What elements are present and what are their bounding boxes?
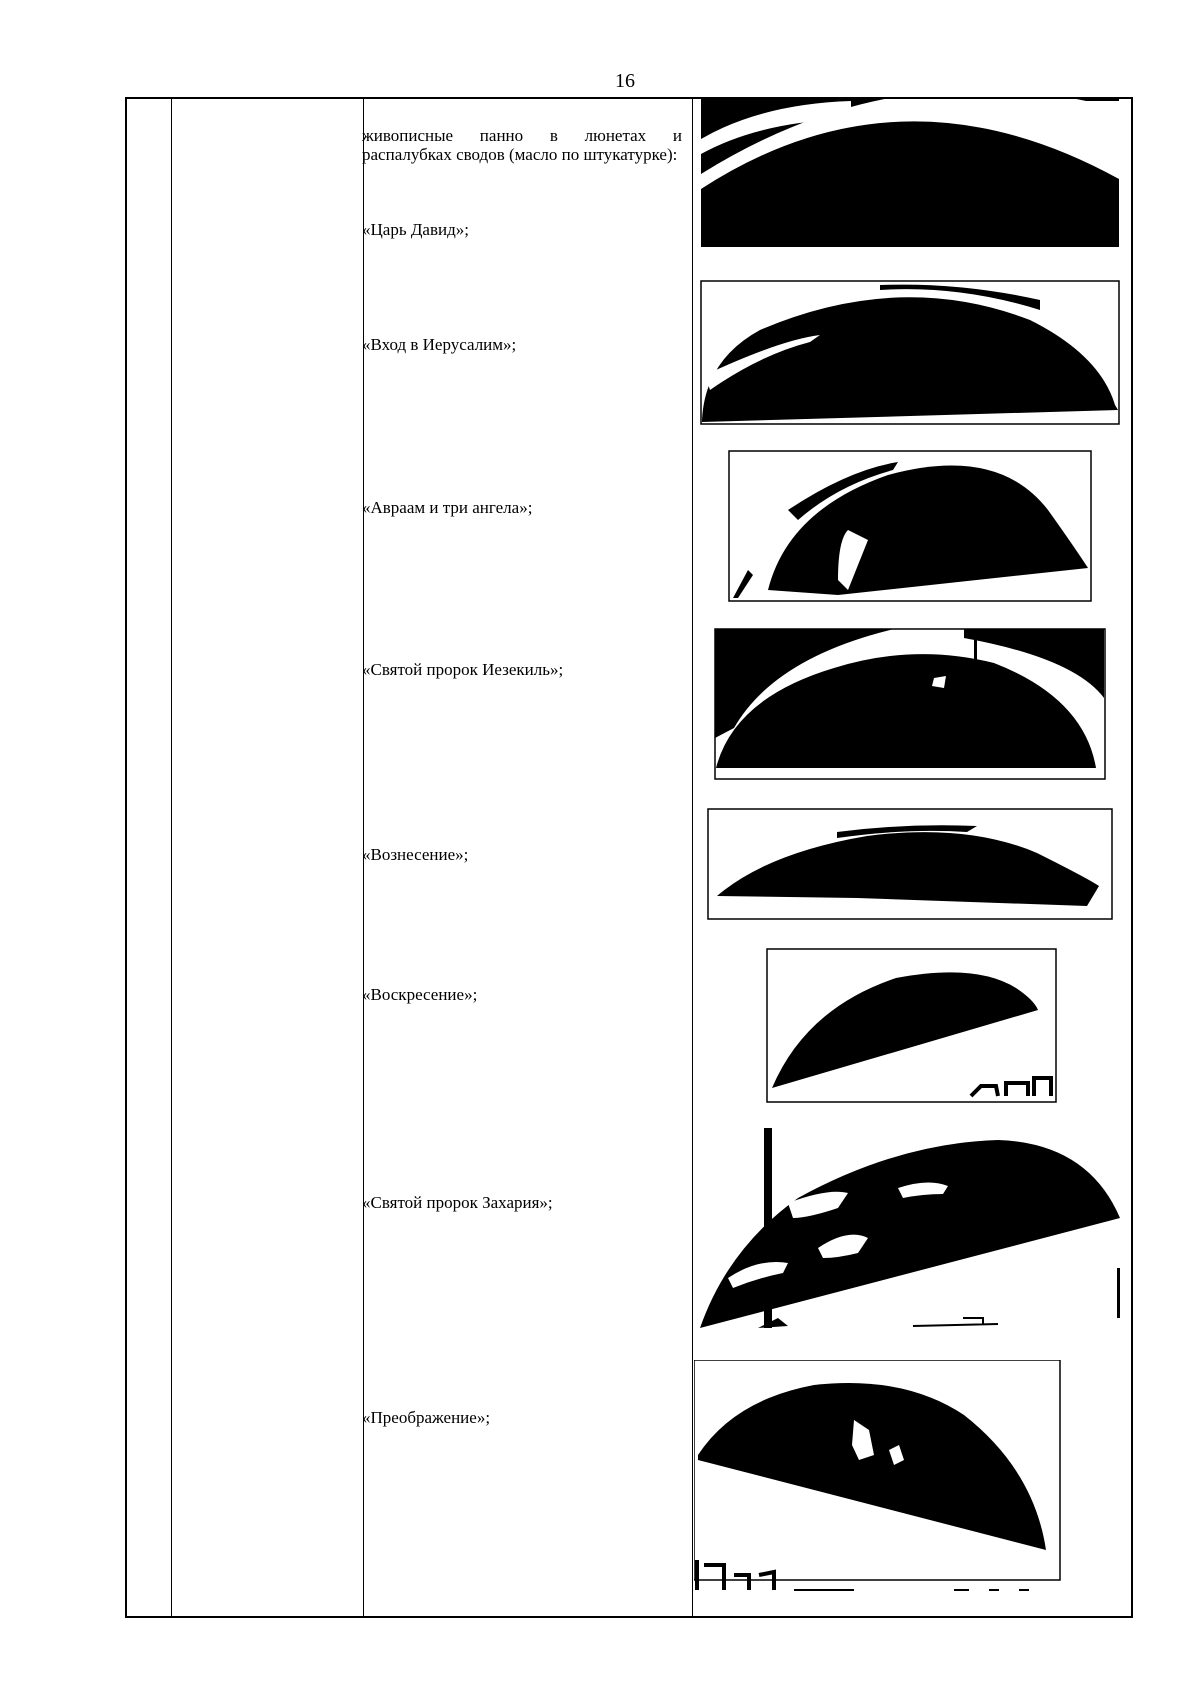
- item-label: «Царь Давид»;: [362, 220, 469, 239]
- lunette-photo-prophet-zechariah: [698, 1128, 1122, 1335]
- column-divider: [171, 99, 172, 1616]
- page-number: 16: [615, 70, 635, 92]
- lunette-photo-transfiguration: [694, 1360, 1062, 1600]
- lunette-photo-entry-jerusalem: [700, 280, 1120, 425]
- item-label: «Вознесение»;: [362, 845, 469, 864]
- intro-text: живописные панно в люнетах и распалубках сводов (масло по штукатурке):: [362, 126, 682, 164]
- column-divider: [692, 99, 693, 1616]
- lunette-photo-tsar-david: [701, 99, 1119, 254]
- lunette-photo-resurrection: [766, 948, 1057, 1103]
- item-label: «Святой пророк Захария»;: [362, 1193, 553, 1212]
- lunette-photo-abraham-three-angels: [728, 450, 1092, 602]
- item-label: «Святой пророк Иезекиль»;: [362, 660, 564, 679]
- lunette-photo-ascension: [707, 808, 1113, 920]
- item-label: «Авраам и три ангела»;: [362, 498, 533, 517]
- item-label: «Воскресение»;: [362, 985, 478, 1004]
- item-label: «Вход в Иерусалим»;: [362, 335, 517, 354]
- item-label: «Преображение»;: [362, 1408, 491, 1427]
- lunette-photo-prophet-ezekiel: [714, 628, 1106, 780]
